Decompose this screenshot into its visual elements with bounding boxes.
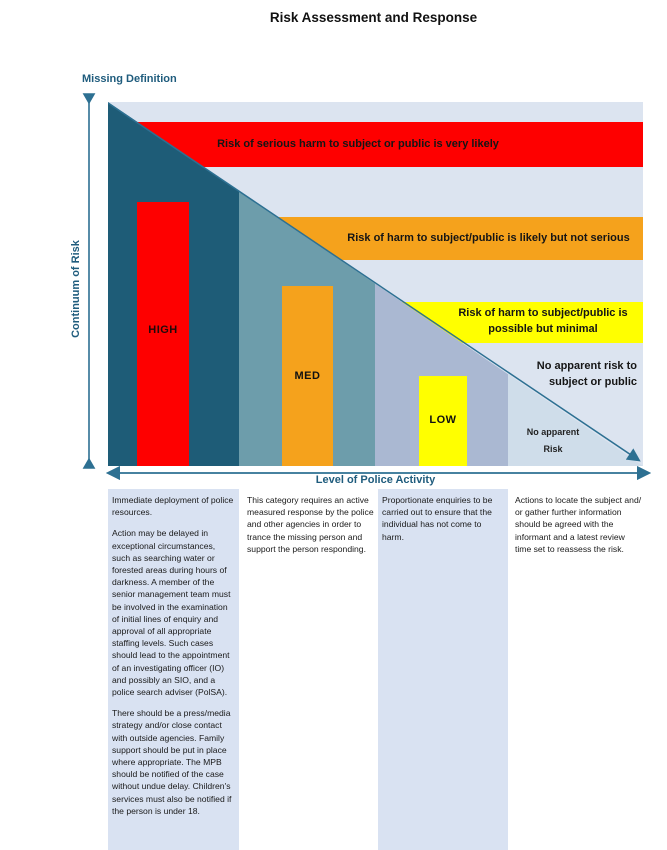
yellow-band-label-line2: possible but minimal	[488, 322, 598, 335]
column-paragraph: Actions to locate the subject and/ or gather further information should be agreed with the informant and a latest review time set to reassess the risk.	[515, 495, 642, 554]
orange-band-label: Risk of harm to subject/public is likely but not serious	[347, 232, 630, 244]
med-bar-label: MED	[294, 370, 321, 382]
column-paragraph: Action may be delayed in exceptional circumstances, such as searching water or forested areas during hours of darkness. A member of the senior management team must be involved in the examination of initial lines of enquiry and approval of all appropriate staffing levels. Such cases should lead to the appointment of an investigating officer (IO) and possibly an SIO, and a police search adviser (PolSA).	[112, 528, 231, 698]
x-axis-label: Level of Police Activity	[315, 474, 436, 486]
missing-definition-label: Missing Definition	[82, 73, 177, 85]
no-apparent-risk-small-line2: Risk	[543, 444, 563, 454]
high-response-column	[108, 489, 239, 850]
low-risk-bar	[419, 376, 467, 466]
low-response-column	[378, 489, 508, 850]
high-risk-bar	[137, 202, 189, 466]
no-apparent-risk-response-column	[513, 489, 645, 569]
continuum-axis-arrow	[82, 90, 96, 472]
risk-triangle-diagram	[108, 102, 643, 466]
yellow-band-label-line1: Risk of harm to subject/public is	[458, 307, 628, 319]
med-response-column	[245, 489, 376, 569]
high-bar-label: HIGH	[148, 324, 178, 336]
no-apparent-risk-line1: No apparent risk to	[536, 360, 637, 372]
red-band-label: Risk of serious harm to subject or public is very likely	[217, 138, 499, 150]
continuum-of-risk-label: Continuum of Risk	[70, 240, 82, 338]
low-bar-label: LOW	[429, 414, 457, 426]
yellow-band-label	[437, 306, 649, 337]
med-risk-bar	[282, 286, 333, 466]
column-paragraph: There should be a press/media strategy and/or close contact with outside agencies. Family support should be put in place where appropriate. The MPB should be notified of the case without undue delay. Children's services must also be notified if the person is under 18.	[112, 708, 232, 816]
no-apparent-risk-small-label	[493, 424, 613, 458]
no-apparent-risk-line2: subject or public	[548, 376, 637, 388]
column-paragraph: Immediate deployment of police resources.	[112, 495, 234, 518]
column-paragraph: This category requires an active measured response by the police and other agencies in order to trance the missing person and support the person responding.	[247, 495, 374, 554]
column-paragraph: Proportionate enquiries to be carried out to ensure that the individual has not come to harm.	[382, 495, 493, 542]
no-apparent-risk-small-line1: No apparent	[526, 427, 580, 437]
page-title: Risk Assessment and Response	[269, 10, 478, 25]
